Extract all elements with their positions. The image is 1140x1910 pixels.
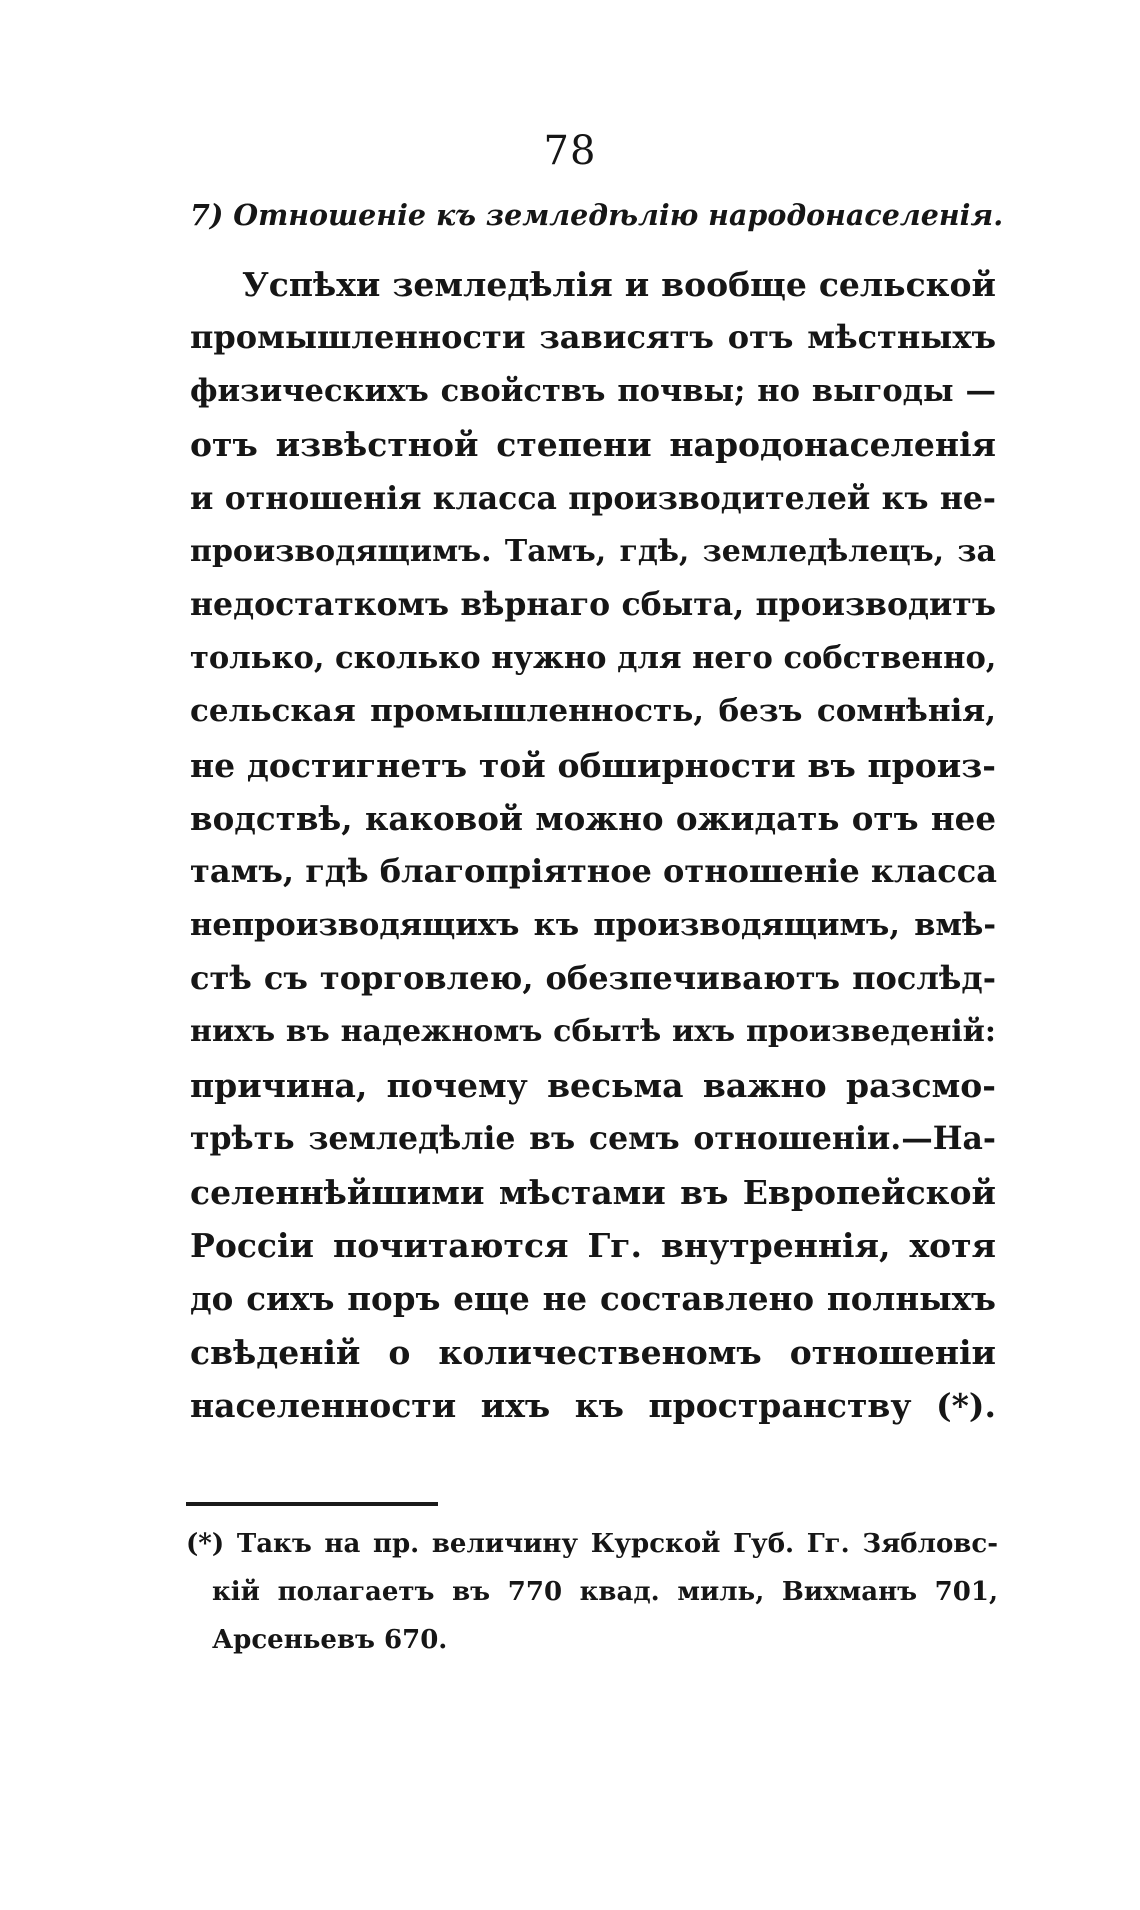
body-line: отъ извѣстной степени народонаселенія (190, 425, 996, 465)
body-line: производящимъ. Тамъ, гдѣ, земледѣлецъ, за (190, 533, 996, 569)
body-line: промышленности зависятъ отъ мѣстныхъ (190, 318, 996, 357)
body-line: водствѣ, каковой можно ожидать отъ нее (190, 798, 996, 838)
page-number: 78 (543, 128, 597, 174)
body-line: непроизводящихъ къ производящимъ, вмѣ- (190, 906, 996, 943)
body-line: селеннѣйшими мѣстами въ Европейской (190, 1172, 996, 1212)
footnote (186, 1520, 998, 1664)
body-line: физическихъ свойствъ почвы; но выгоды — (190, 372, 996, 409)
footnote-divider (186, 1502, 438, 1506)
section-heading: 7) Отношеніе къ земледѣлію народонаселенія. (190, 198, 1004, 232)
body-line: населенности ихъ къ пространству (*). (190, 1386, 996, 1426)
body-line: недостаткомъ вѣрнаго сбыта, производитъ (190, 586, 996, 624)
body-line: свѣденій о количественомъ отношеніи (190, 1332, 996, 1372)
body-line: только, сколько нужно для него собственно, (190, 639, 997, 676)
body-line: тамъ, гдѣ благопріятное отношеніе класса (190, 852, 997, 891)
body-line: трѣть земледѣліе въ семъ отношеніи.—На- (190, 1120, 996, 1158)
body-line: и отношенія класса производителей къ не- (190, 479, 996, 517)
body-line: не достигнетъ той обширности въ произ- (190, 745, 996, 785)
body-line: причина, почему весьма важно разсмо- (190, 1065, 996, 1105)
footnote-line: кій полагаетъ въ 770 квад. миль, Вихманъ 701, (212, 1577, 998, 1607)
body-text (190, 258, 996, 1433)
body-line: до сихъ поръ еще не составлено полныхъ (190, 1279, 996, 1319)
body-line: сельская промышленность, безъ сомнѣнія, (190, 693, 996, 730)
body-line: стѣ съ торговлею, обезпечиваютъ послѣд- (190, 959, 996, 998)
footnote-line: Арсеньевъ 670. (212, 1625, 448, 1655)
body-line: Россіи почитаются Гг. внутреннія, хотя (190, 1226, 996, 1266)
body-line: Успѣхи земледѣлія и вообще сельской (242, 265, 996, 304)
body-line: нихъ въ надежномъ сбытѣ ихъ произведеній: (190, 1014, 996, 1050)
footnote-line: (*) Такъ на пр. величину Курской Губ. Гг. Зябловс- (186, 1529, 998, 1559)
